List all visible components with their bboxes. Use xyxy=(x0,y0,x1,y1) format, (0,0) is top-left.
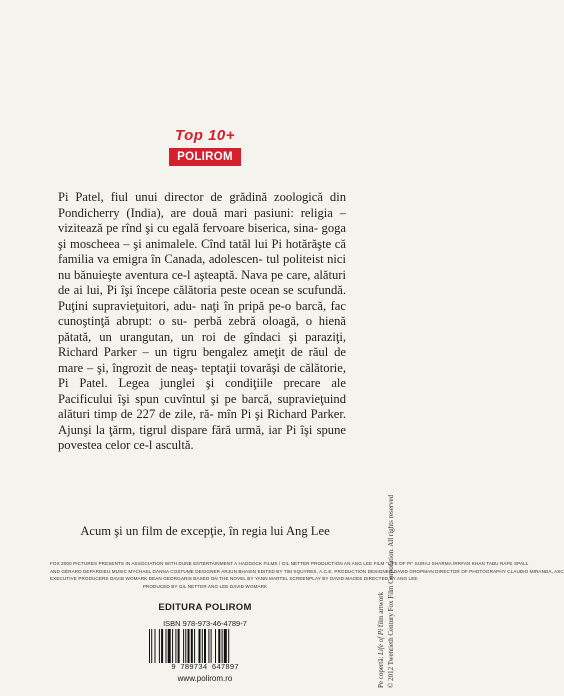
blurb-line: fără urmă, iar Pi îşi spune povestea celor ce-l ascultă. xyxy=(58,422,346,452)
barcode-bar xyxy=(218,629,220,663)
barcode-bar xyxy=(222,629,223,663)
blurb-line: roi de gîndaci şi paraziţi, Richard Parker – un tigru xyxy=(58,329,346,359)
barcode xyxy=(145,629,265,672)
barcode-bar xyxy=(191,629,193,663)
barcode-bar xyxy=(178,629,180,663)
blurb-line: naţi în pripă pe-o barcă, fac cunoştinţă abrupt: o su- xyxy=(58,298,346,328)
barcode-bar xyxy=(166,629,167,663)
credits-line: EXECUTIVE PRODUCERS DAVID WOMARK DEAN GEORGARIS BASED ON THE NOVEL BY YANN MARTEL SCREENPLAY BY DAVID MAGEE DIRECTED BY ANG LEE xyxy=(50,576,418,581)
barcode-bar xyxy=(185,629,186,663)
barcode-bar xyxy=(175,629,176,663)
barcode-bar xyxy=(202,629,203,663)
isbn: ISBN 978-973-46-4789-7 xyxy=(163,619,247,628)
barcode-bar xyxy=(224,629,227,663)
barcode-bar xyxy=(188,629,190,663)
barcode-bar xyxy=(204,629,206,663)
blurb-line: peste ocean se scufundă. Puţini supravieţuitori, adu- xyxy=(58,283,346,313)
blurb-line: Pondicherry (India), are două mari pasiuni: religia – xyxy=(58,205,346,220)
copyright-notice: © 2012 Twentieth Century Fox Film Corporation. All rights reserved xyxy=(387,494,395,688)
blurb-line: pe barcă, supravieţuind alături timp de 227 de zile, ră- xyxy=(58,391,346,421)
blurb-line: hotărăşte că familia va emigra în Canada, adolescen- xyxy=(58,236,346,266)
barcode-digits: 9 789734 647897 xyxy=(171,664,239,672)
credits-line: FOX 2000 PICTURES PRESENTS IN ASSOCIATION WITH DUNE ENTERTAINMENT A HADDOCK FILMS / GIL NETTER PRODUCTION AN ANG LEE FILM "LIFE OF PI" SURAJ SHARMA IRRFAN KHAN TABU RAFE SPALL xyxy=(50,561,529,566)
blurb-line: vizitează pe rînd şi cu egală fervoare biserica, sina- xyxy=(58,221,319,235)
blurb-line: Pi Patel, fiul unui director de grădină zoologică din xyxy=(58,190,346,204)
film-note: Acum şi un film de excepţie, în regia lui Ang Lee xyxy=(80,524,330,538)
barcode-bar xyxy=(159,629,160,663)
film-credits-block xyxy=(50,560,564,590)
barcode-bar xyxy=(168,629,171,663)
barcode-bar xyxy=(228,629,229,663)
barcode-bars xyxy=(145,629,265,663)
barcode-bar xyxy=(215,629,216,663)
barcode-bar xyxy=(172,629,173,663)
cover-film-title: Life of Pi xyxy=(377,628,385,655)
blurb-line: tul politeist nici nu bănuieşte aventura ce-l aşteaptă. xyxy=(58,252,347,282)
series-name: Top 10+ xyxy=(174,127,236,144)
series-logo xyxy=(0,127,410,166)
website: www.polirom.ro xyxy=(177,674,233,683)
barcode-bar xyxy=(211,629,212,663)
blurb-line: condiţiile precare ale Pacificului îşi spun cuvîntul şi xyxy=(58,376,347,406)
cover-credit: Pe copertă: Life of Pi film artwork xyxy=(377,591,385,688)
blurb-line: Nava pe care, alături de ai lui, Pi îşi începe călătoria xyxy=(58,267,346,297)
barcode-bar xyxy=(183,629,184,663)
barcode-bar xyxy=(161,629,163,663)
publisher-name: EDITURA POLIROM xyxy=(158,602,252,613)
barcode-bar xyxy=(151,629,152,663)
blurb-line: teptaţii tovarăşi de călătorie, Pi Patel. Legea junglei şi xyxy=(58,360,346,390)
barcode-bar xyxy=(208,629,209,663)
blurb-line: mîn Pi şi Richard Parker. Ajunşi la ţărm, tigrul dispare xyxy=(58,407,346,437)
blurb-line: perbă zebră oloagă, o hienă pătată, un urangutan, un xyxy=(58,314,346,344)
barcode-bar xyxy=(155,629,156,663)
blurb-line: bengalez ameţit de răul de mare – şi, îngrozit de neaş- xyxy=(58,345,346,375)
credits-line: AND GÉRARD DEPARDIEU MUSIC MYCHAEL DANNA COSTUME DESIGNER ARJUN BHASIN EDITED BY TIM SQUYRES, A.C.E. PRODUCTION DESIGNER DAVID GROPMAN DIRECTOR OF PHOTOGRAPHY CLAUDIO MIRANDA, ASC xyxy=(50,568,564,574)
barcode-bar xyxy=(194,629,195,663)
barcode-bar xyxy=(199,629,201,663)
side-credits xyxy=(376,495,396,688)
book-blurb xyxy=(58,190,346,454)
credits-line: PRODUCED BY GIL NETTER ANG LEE DAVID WOMARK xyxy=(142,583,268,589)
barcode-bar xyxy=(149,629,150,663)
blurb-line: goga şi moscheea – şi animalele. Cînd tatăl lui Pi xyxy=(58,221,346,251)
publisher-badge: POLIROM xyxy=(169,148,241,166)
